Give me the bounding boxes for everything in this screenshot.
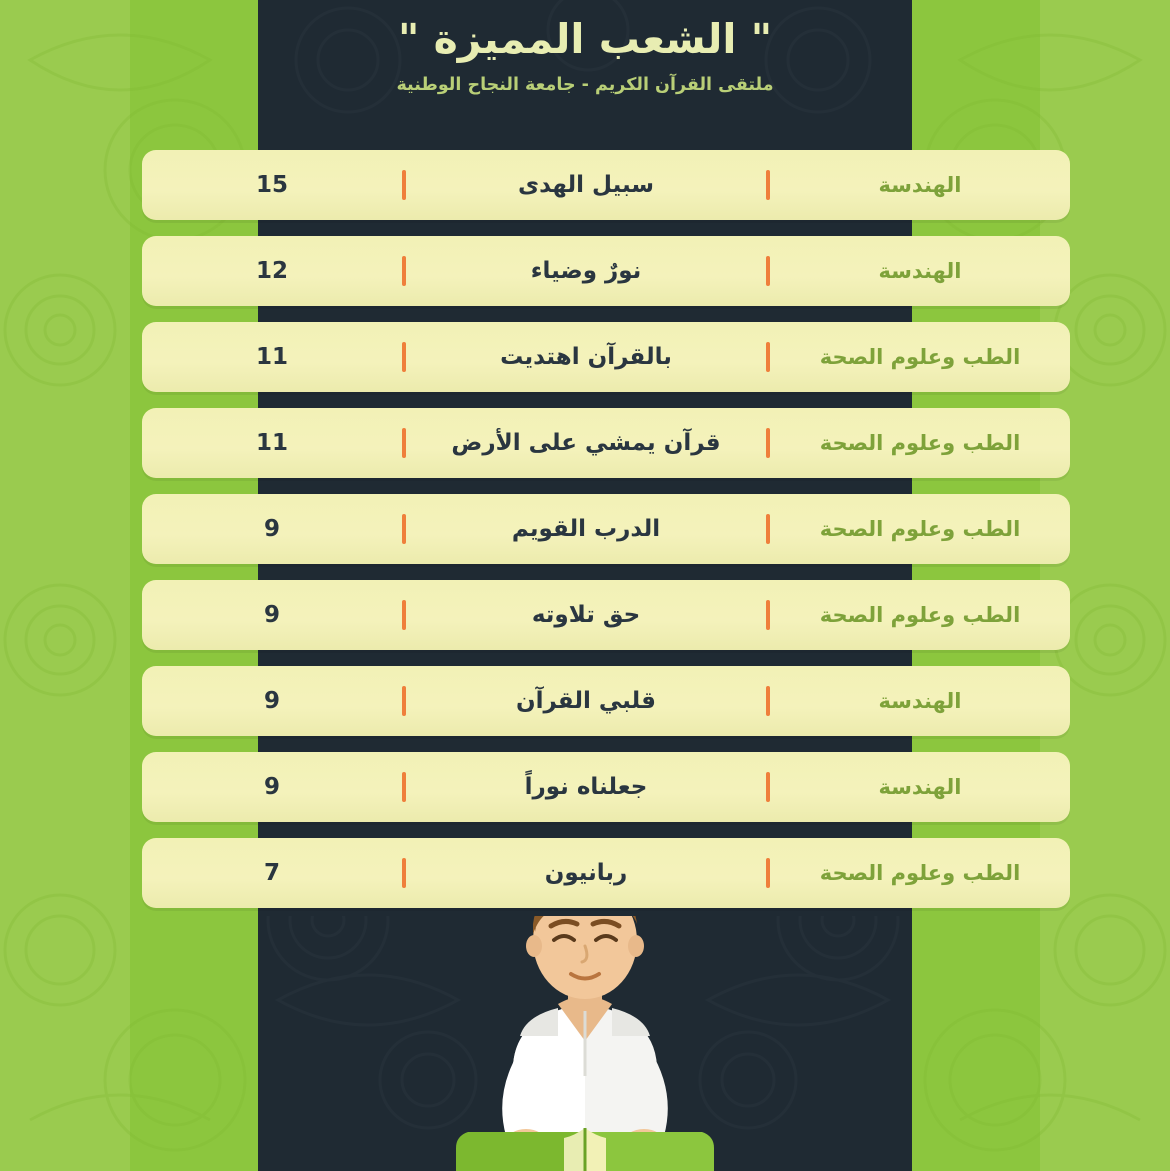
table-row[interactable] <box>142 666 1070 736</box>
row-group-name: قلبي القرآن <box>515 688 656 714</box>
table-row-wrap <box>0 830 1170 916</box>
table-row[interactable] <box>142 408 1070 478</box>
row-count: 9 <box>263 774 280 800</box>
table-row-wrap <box>0 658 1170 744</box>
column-divider-icon <box>766 514 770 544</box>
row-faculty: الطب وعلوم الصحة <box>819 431 1021 455</box>
row-faculty: الطب وعلوم الصحة <box>819 345 1021 369</box>
row-group-name: الدرب القويم <box>511 516 661 542</box>
table-row-wrap <box>0 400 1170 486</box>
table-row[interactable] <box>142 494 1070 564</box>
row-group-name: ربانيون <box>544 860 628 886</box>
table-row-wrap <box>0 572 1170 658</box>
row-group-name: قرآن يمشي على الأرض <box>451 430 721 456</box>
row-count: 9 <box>263 688 280 714</box>
column-divider-icon <box>766 428 770 458</box>
rankings-table <box>0 142 1170 916</box>
table-row[interactable] <box>142 150 1070 220</box>
column-divider-icon <box>402 428 406 458</box>
page-subtitle: ملتقى القرآن الكريم - جامعة النجاح الوطنية <box>396 75 774 96</box>
column-divider-icon <box>766 170 770 200</box>
row-group-name: بالقرآن اهتديت <box>500 344 672 370</box>
row-faculty: الطب وعلوم الصحة <box>819 517 1021 541</box>
column-divider-icon <box>766 342 770 372</box>
column-divider-icon <box>402 170 406 200</box>
table-row[interactable] <box>142 752 1070 822</box>
row-faculty: الطب وعلوم الصحة <box>819 603 1021 627</box>
column-divider-icon <box>766 858 770 888</box>
row-count: 11 <box>255 430 288 456</box>
column-divider-icon <box>402 514 406 544</box>
column-divider-icon <box>766 600 770 630</box>
row-count: 9 <box>263 602 280 628</box>
column-divider-icon <box>766 772 770 802</box>
row-count: 12 <box>255 258 288 284</box>
column-divider-icon <box>402 686 406 716</box>
table-row[interactable] <box>142 236 1070 306</box>
row-count: 15 <box>255 172 288 198</box>
row-group-name: سبيل الهدى <box>517 172 654 198</box>
table-row-wrap <box>0 142 1170 228</box>
table-row-wrap <box>0 486 1170 572</box>
table-row-wrap <box>0 228 1170 314</box>
column-divider-icon <box>766 686 770 716</box>
row-faculty: الهندسة <box>878 775 962 799</box>
column-divider-icon <box>402 600 406 630</box>
table-row-wrap <box>0 744 1170 830</box>
row-group-name: جعلناه نوراً <box>524 774 648 800</box>
column-divider-icon <box>402 772 406 802</box>
row-count: 9 <box>263 516 280 542</box>
row-faculty: الطب وعلوم الصحة <box>819 861 1021 885</box>
row-group-name: حق تلاوته <box>531 602 641 628</box>
table-row[interactable] <box>142 580 1070 650</box>
table-row[interactable] <box>142 322 1070 392</box>
poster-header <box>258 0 912 140</box>
row-count: 7 <box>263 860 280 886</box>
column-divider-icon <box>402 858 406 888</box>
row-faculty: الهندسة <box>878 259 962 283</box>
column-divider-icon <box>402 256 406 286</box>
row-faculty: الهندسة <box>878 689 962 713</box>
page-title: " الشعب المميزة " <box>397 15 773 63</box>
column-divider-icon <box>766 256 770 286</box>
table-row[interactable] <box>142 838 1070 908</box>
row-faculty: الهندسة <box>878 173 962 197</box>
row-group-name: نورٌ وضياء <box>530 258 642 284</box>
table-row-wrap <box>0 314 1170 400</box>
row-count: 11 <box>255 344 288 370</box>
column-divider-icon <box>402 342 406 372</box>
